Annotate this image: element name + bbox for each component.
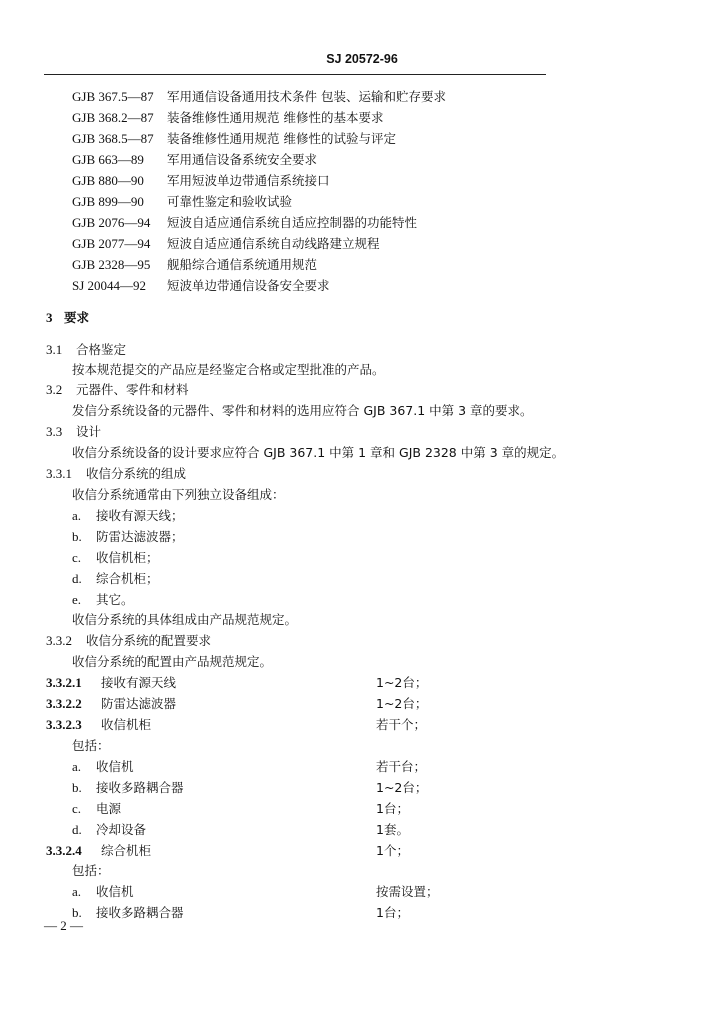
list-text: 收信机柜； bbox=[96, 550, 159, 565]
reference-code: GJB 663—89 bbox=[72, 152, 144, 167]
list-item bbox=[72, 883, 372, 901]
quantity: 1~2台； bbox=[376, 780, 428, 795]
list-item bbox=[72, 570, 372, 588]
reference-code: GJB 2328—95 bbox=[72, 257, 151, 272]
clause-title: 收信机柜 bbox=[101, 717, 152, 732]
list-text: 接收多路耦合器 bbox=[96, 780, 184, 795]
clause-title: 元器件、零件和材料 bbox=[76, 382, 189, 397]
quantity: 1台； bbox=[376, 801, 409, 816]
clause-text: 收信分系统通常由下列独立设备组成： bbox=[72, 487, 285, 502]
clause-number: 3.3.1 bbox=[46, 466, 72, 481]
list-marker: c. bbox=[72, 801, 82, 816]
document-number: SJ 20572-96 bbox=[326, 52, 398, 66]
section-title: 要求 bbox=[64, 310, 90, 325]
list-item bbox=[72, 528, 372, 546]
reference-code: GJB 880—90 bbox=[72, 173, 144, 188]
clause-text: 收信分系统的具体组成由产品规范规定。 bbox=[72, 612, 298, 627]
list-item bbox=[72, 800, 372, 818]
list-text: 收信机 bbox=[96, 884, 134, 899]
reference-title: 舰船综合通信系统通用规范 bbox=[167, 257, 318, 272]
reference-title: 短波自适应通信系统自动线路建立规程 bbox=[167, 236, 380, 251]
reference-title: 短波单边带通信设备安全要求 bbox=[167, 278, 330, 293]
clause-number: 3.3.2.3 bbox=[46, 717, 82, 732]
includes-label: 包括： bbox=[72, 863, 110, 878]
clause-heading bbox=[46, 674, 366, 692]
list-text: 防雷达滤波器； bbox=[96, 529, 184, 544]
list-marker: d. bbox=[72, 571, 82, 586]
clause-heading bbox=[46, 465, 346, 483]
reference-title: 军用通信设备系统安全要求 bbox=[167, 152, 318, 167]
list-marker: b. bbox=[72, 780, 82, 795]
list-text: 其它。 bbox=[96, 592, 134, 607]
reference-code: GJB 368.2—87 bbox=[72, 110, 154, 125]
clause-heading bbox=[46, 381, 346, 399]
clause-title: 接收有源天线 bbox=[101, 675, 177, 690]
clause-title: 收信分系统的组成 bbox=[86, 466, 187, 481]
reference-title: 军用短波单边带通信系统接口 bbox=[167, 173, 330, 188]
clause-text: 按本规范提交的产品应是经鉴定合格或定型批准的产品。 bbox=[72, 362, 385, 377]
reference-title: 可靠性鉴定和验收试验 bbox=[167, 194, 293, 209]
reference-title: 短波自适应通信系统自适应控制器的功能特性 bbox=[167, 215, 418, 230]
clause-number: 3.2 bbox=[46, 382, 63, 397]
reference-code: GJB 899—90 bbox=[72, 194, 144, 209]
reference-code: GJB 368.5—87 bbox=[72, 131, 154, 146]
clause-heading bbox=[46, 842, 366, 860]
page-number: — 2 — bbox=[44, 918, 83, 933]
reference-code: GJB 2076—94 bbox=[72, 215, 151, 230]
list-marker: d. bbox=[72, 822, 82, 837]
list-text: 综合机柜； bbox=[96, 571, 159, 586]
reference-title: 装备维修性通用规范 维修性的试验与评定 bbox=[167, 131, 396, 146]
list-marker: a. bbox=[72, 508, 82, 523]
reference-code: GJB 367.5—87 bbox=[72, 89, 154, 104]
list-marker: a. bbox=[72, 759, 82, 774]
quantity: 1~2台； bbox=[376, 696, 428, 711]
clause-heading bbox=[46, 341, 346, 359]
section-number: 3 bbox=[46, 310, 53, 325]
list-item bbox=[72, 779, 372, 797]
list-item bbox=[72, 549, 372, 567]
quantity: 按需设置； bbox=[376, 884, 439, 899]
quantity: 1台； bbox=[376, 905, 409, 920]
clause-title: 收信分系统的配置要求 bbox=[86, 633, 212, 648]
reference-title: 装备维修性通用规范 维修性的基本要求 bbox=[167, 110, 384, 125]
quantity: 1套。 bbox=[376, 822, 409, 837]
list-item bbox=[72, 758, 372, 776]
list-item bbox=[72, 591, 372, 609]
quantity: 若干个； bbox=[376, 717, 427, 732]
list-text: 收信机 bbox=[96, 759, 134, 774]
clause-number: 3.3.2.1 bbox=[46, 675, 82, 690]
list-marker: b. bbox=[72, 905, 82, 920]
list-marker: e. bbox=[72, 592, 82, 607]
clause-heading bbox=[46, 632, 346, 650]
clause-heading bbox=[46, 716, 366, 734]
includes-label: 包括： bbox=[72, 738, 110, 753]
list-text: 冷却设备 bbox=[96, 822, 147, 837]
clause-title: 综合机柜 bbox=[101, 843, 152, 858]
clause-number: 3.3 bbox=[46, 424, 63, 439]
clause-heading bbox=[46, 695, 366, 713]
reference-code: SJ 20044—92 bbox=[72, 278, 147, 293]
clause-title: 合格鉴定 bbox=[76, 342, 127, 357]
list-text: 接收多路耦合器 bbox=[96, 905, 184, 920]
clause-number: 3.1 bbox=[46, 342, 63, 357]
list-text: 电源 bbox=[96, 801, 122, 816]
clause-title: 防雷达滤波器 bbox=[101, 696, 177, 711]
list-marker: c. bbox=[72, 550, 82, 565]
reference-title: 军用通信设备通用技术条件 包装、运输和贮存要求 bbox=[167, 89, 446, 104]
clause-text: 收信分系统的配置由产品规范规定。 bbox=[72, 654, 273, 669]
page-header bbox=[0, 52, 724, 66]
list-marker: a. bbox=[72, 884, 82, 899]
reference-code: GJB 2077—94 bbox=[72, 236, 151, 251]
quantity: 1个； bbox=[376, 843, 409, 858]
list-marker: b. bbox=[72, 529, 82, 544]
quantity: 1~2台； bbox=[376, 675, 428, 690]
list-text: 接收有源天线； bbox=[96, 508, 184, 523]
list-item bbox=[72, 904, 372, 922]
clause-title: 设计 bbox=[76, 424, 102, 439]
clause-number: 3.3.2.4 bbox=[46, 843, 82, 858]
clause-text: 收信分系统设备的设计要求应符合 GJB 367.1 中第 1 章和 GJB 2328 中第 3 章的规定。 bbox=[72, 445, 565, 460]
section-heading bbox=[46, 309, 246, 327]
header-rule bbox=[44, 74, 546, 75]
clause-number: 3.3.2.2 bbox=[46, 696, 82, 711]
clause-number: 3.3.2 bbox=[46, 633, 72, 648]
clause-text: 发信分系统设备的元器件、零件和材料的选用应符合 GJB 367.1 中第 3 章的要求。 bbox=[72, 403, 533, 418]
quantity: 若干台； bbox=[376, 759, 427, 774]
list-item bbox=[72, 507, 372, 525]
clause-heading bbox=[46, 423, 346, 441]
list-item bbox=[72, 821, 372, 839]
